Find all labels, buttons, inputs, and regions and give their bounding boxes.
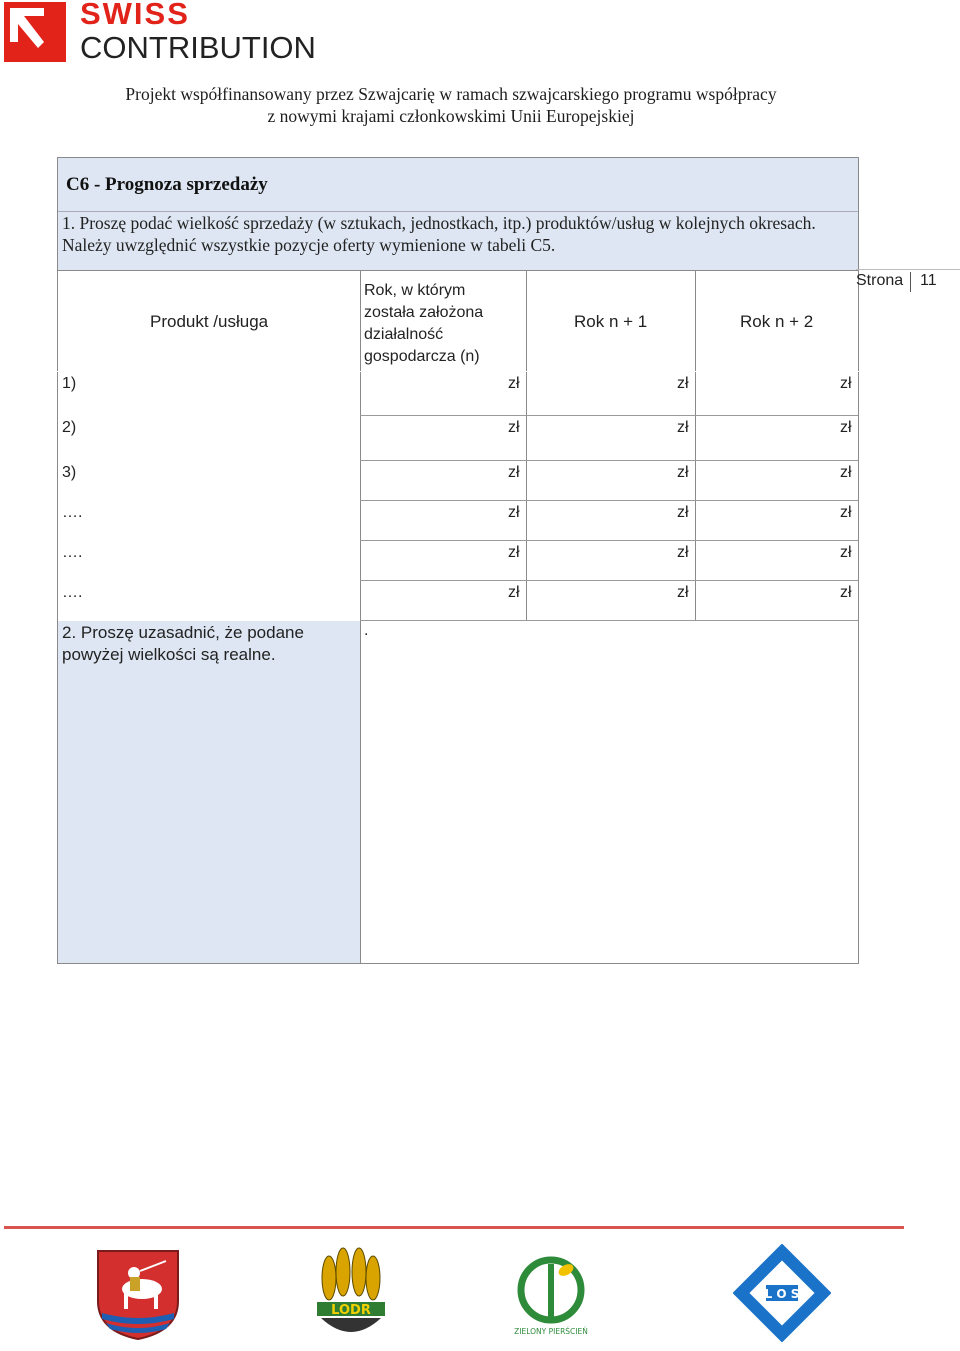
table-row-label: …. xyxy=(62,544,83,561)
instruction-text: 1. Proszę podać wielkość sprzedaży (w sztukach, jednostkach, itp.) produktów/usług w kolejnych okresach. Należy uwzględnić wszystkie pozycje oferty wymienione w tabeli C5. xyxy=(62,213,816,255)
zp-logo-text: ZIELONY PIERŚCIEŃ xyxy=(514,1327,588,1336)
col-product: Produkt /usługa xyxy=(150,312,269,331)
table-cell-currency[interactable]: zł xyxy=(508,584,520,601)
table-cell-currency[interactable]: zł xyxy=(508,464,520,481)
col-year-n1: Rok n + 1 xyxy=(574,312,648,331)
table-row-label: …. xyxy=(62,504,83,521)
table-cell-currency[interactable]: zł xyxy=(677,544,689,561)
subtitle-line-1: Projekt współfinansowany przez Szwajcarię w ramach szwajcarskiego programu współpracy xyxy=(125,84,777,104)
table-cell-currency[interactable]: zł xyxy=(840,419,852,436)
swiss-flag-logo xyxy=(4,2,66,62)
los-logo xyxy=(733,1244,831,1342)
table-cell-currency[interactable]: zł xyxy=(677,504,689,521)
col-year-n2: Rok n + 2 xyxy=(740,312,814,331)
brand-contribution: CONTRIBUTION xyxy=(80,30,316,65)
lodr-logo xyxy=(313,1246,389,1346)
subtitle-line-2: z nowymi krajami członkowskimi Unii Europejskiej xyxy=(267,106,635,126)
table-cell-currency[interactable]: zł xyxy=(840,504,852,521)
table-cell-currency[interactable]: zł xyxy=(508,419,520,436)
table-row-label: 1) xyxy=(62,375,77,392)
justify-label: 2. Proszę uzasadnić, że podane powyżej wielkości są realne. xyxy=(62,623,304,664)
table-row-label: 2) xyxy=(62,419,77,436)
col-year-founded: Rok, w którym została założona działalność gospodarcza (n) xyxy=(364,282,484,365)
page-marker-divider xyxy=(910,272,911,292)
zielony-pierscien-logo xyxy=(504,1254,598,1340)
table-row-label: …. xyxy=(62,584,83,601)
table-cell-currency[interactable]: zł xyxy=(677,464,689,481)
swiss-logo-mark xyxy=(4,2,66,62)
table-cell-currency[interactable]: zł xyxy=(840,464,852,481)
section-title: C6 - Prognoza sprzedaży xyxy=(66,174,268,195)
page-label: Strona xyxy=(856,272,904,289)
table-cell-currency[interactable]: zł xyxy=(677,375,689,392)
brand-swiss: SWISS xyxy=(80,0,190,31)
coat-of-arms-logo xyxy=(96,1249,180,1341)
justify-label-cell xyxy=(58,621,360,963)
table-cell-currency[interactable]: zł xyxy=(508,544,520,561)
table-cell-currency[interactable]: zł xyxy=(677,584,689,601)
table-row-label: 3) xyxy=(62,464,77,481)
page-marker-rule xyxy=(856,269,960,270)
table-cell-currency[interactable]: zł xyxy=(840,375,852,392)
table-cell-currency[interactable]: zł xyxy=(840,544,852,561)
lodr-logo-text: LODR xyxy=(331,1303,371,1318)
table-cell-currency[interactable]: zł xyxy=(508,375,520,392)
footer-divider xyxy=(4,1226,904,1229)
justify-input[interactable]: . xyxy=(364,622,369,639)
table-cell-currency[interactable]: zł xyxy=(840,584,852,601)
table-cell-currency[interactable]: zł xyxy=(508,504,520,521)
los-logo-text: L O S xyxy=(764,1287,800,1301)
table-cell-currency[interactable]: zł xyxy=(677,419,689,436)
page-number: 11 xyxy=(920,272,937,289)
